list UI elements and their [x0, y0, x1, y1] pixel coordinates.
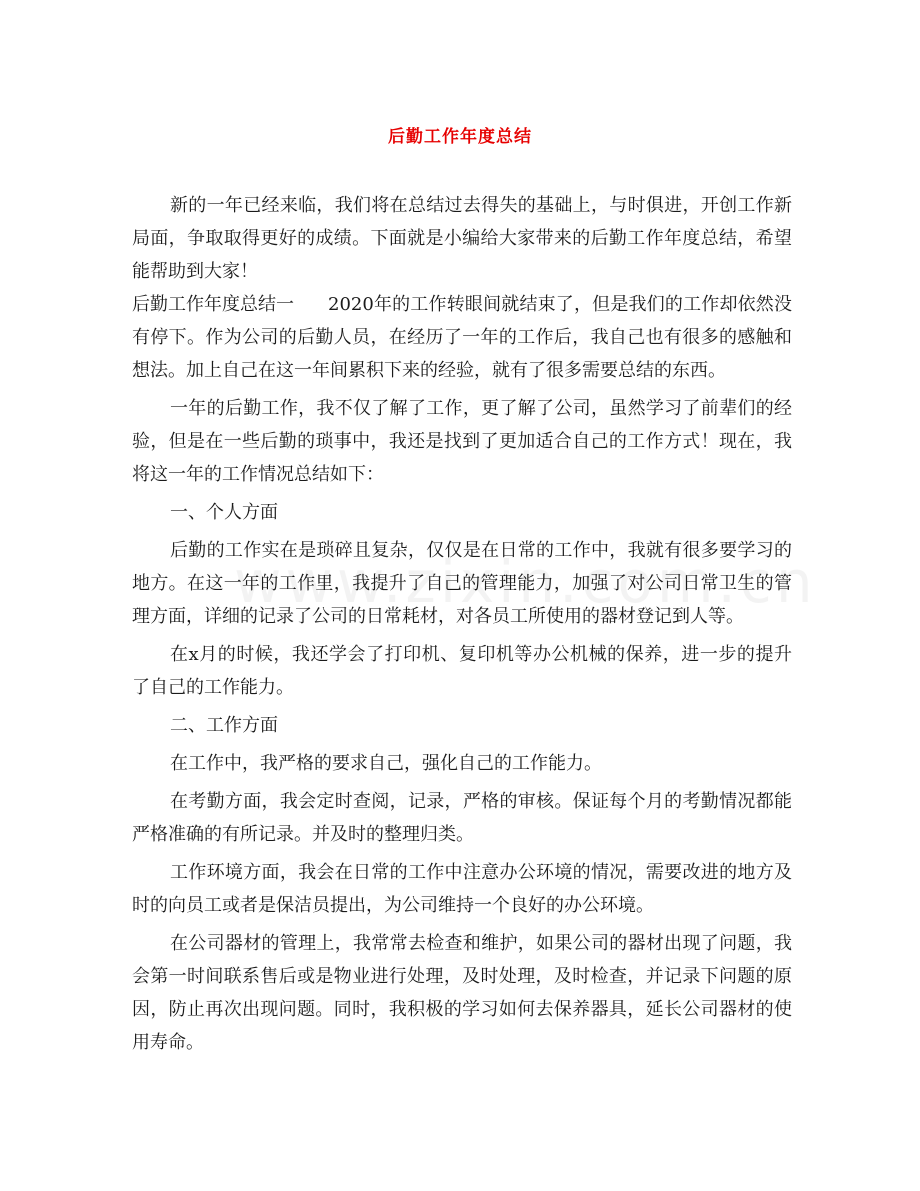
paragraph-personal-1: 后勤的工作实在是琐碎且复杂，仅仅是在日常的工作中，我就有很多要学习的地方。在这一年的工作里，我提升了自己的管理能力，加强了对公司日常卫生的管理方面，详细的记录了公司的日常耗材，对各员工所使用的器材登记到人等。: [132, 540, 792, 627]
heading-personal: 一、个人方面: [170, 502, 278, 523]
section-label: 后勤工作年度总结一: [132, 294, 294, 315]
section-one-paragraph: [132, 288, 792, 387]
intro-paragraph: 新的一年已经来临，我们将在总结过去得失的基础上，与时俱进，开创工作新局面，争取取得更好的成绩。下面就是小编给大家带来的后勤工作年度总结，希望能帮助到大家！: [132, 195, 792, 282]
document-title: 后勤工作年度总结: [388, 127, 532, 147]
heading-work: 二、工作方面: [170, 715, 278, 736]
paragraph-work-2: 在考勤方面，我会定时查阅，记录，严格的审核。保证每个月的考勤情况都能严格准确的有所记录。并及时的整理归类。: [132, 791, 792, 845]
paragraph-work-1: 在工作中，我严格的要求自己，强化自己的工作能力。: [170, 753, 602, 774]
document-body: [132, 189, 792, 1059]
section-first-text: 2020年的工作转眼间就结束了，但是我们的工作却依然没有停下。作为公司的后勤人员，在经历了一年的工作后，我自己也有很多的感触和想法。加上自己在这一年间累积下来的经验，就有了很多需要总结的东西。: [132, 294, 792, 381]
paragraph-work-3: 工作环境方面，我会在日常的工作中注意办公环境的情况，需要改进的地方及时的向员工或者是保洁员提出，为公司维持一个良好的办公环境。: [132, 862, 792, 916]
paragraph-intro-summary: 一年的后勤工作，我不仅了解了工作，更了解了公司，虽然学习了前辈们的经验，但是在一些后勤的琐事中，我还是找到了更加适合自己的工作方式！现在，我将这一年的工作情况总结如下：: [132, 398, 792, 485]
paragraph-work-4: 在公司器材的管理上，我常常去检查和维护，如果公司的器材出现了问题，我会第一时间联系售后或是物业进行处理，及时处理，及时检查，并记录下问题的原因，防止再次出现问题。同时，我积极的学习如何去保养器具，延长公司器材的使用寿命。: [132, 933, 792, 1053]
paragraph-personal-2: 在x月的时候，我还学会了打印机、复印机等办公机械的保养，进一步的提升了自己的工作能力。: [132, 644, 792, 698]
